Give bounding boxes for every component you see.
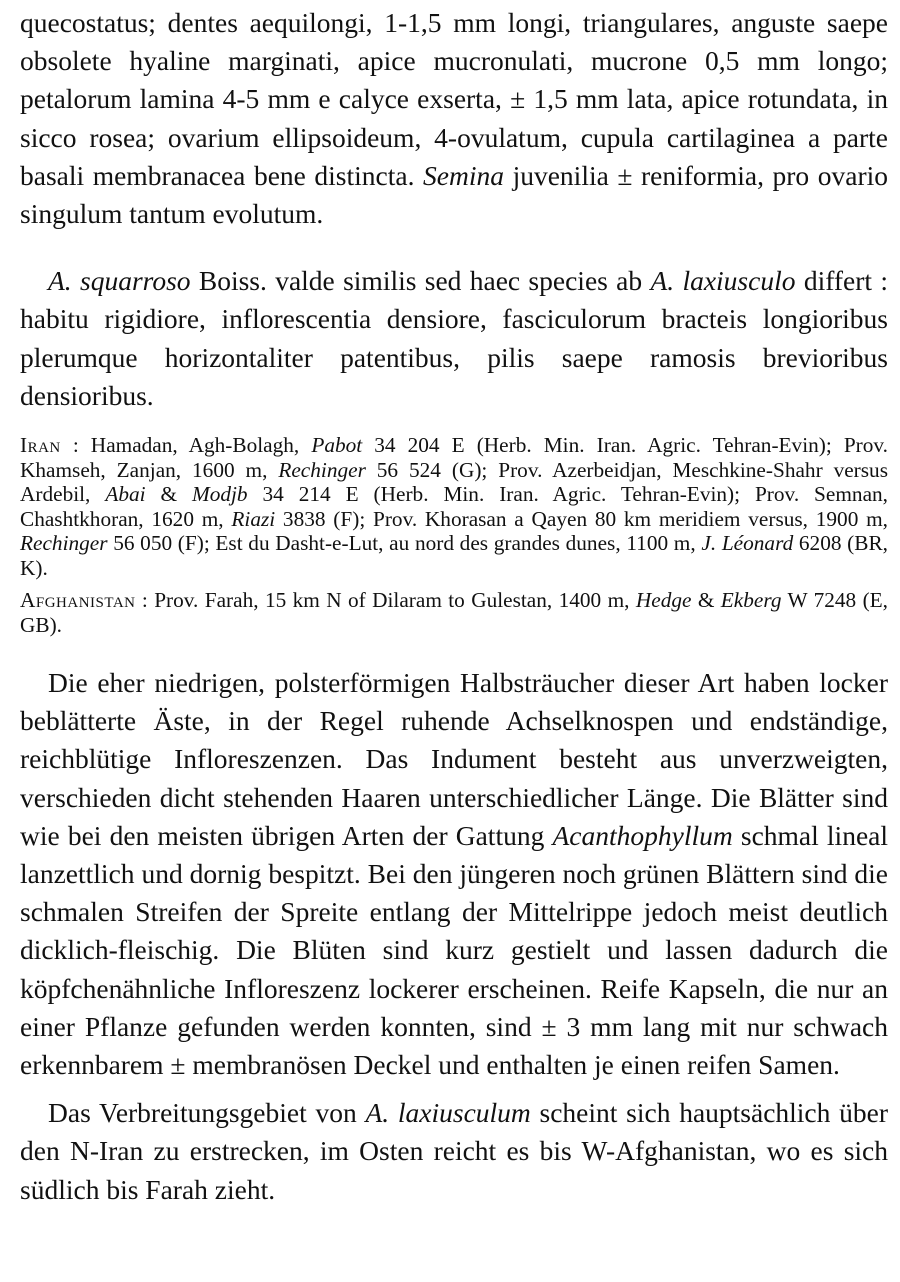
text-run: 34 214 E (Herb. Min. Iran. Agric. Tehran-Evin); Prov. Semnan, Chashtkhoran, 1620 m, — [20, 482, 888, 531]
country-label: Afghanistan — [20, 588, 136, 613]
species-name: A. laxiusculo — [650, 265, 796, 297]
spacer — [20, 1084, 888, 1094]
specimens-iran — [20, 433, 888, 580]
spacer — [20, 233, 888, 262]
text-run: juvenilia ± reniformia, pro ovario singulum tantum evolutum. — [20, 159, 888, 230]
collector-name: Ekberg — [720, 588, 782, 613]
text-run: Die eher niedrigen, polsterförmigen Halbsträucher dieser Art haben locker beblätterte Äste, in der Regel ruhende Achselknospen und endständige, reichblütige Infloreszenzen. Das Indument besteht aus unverzweigten, verschieden dicht stehenden Haaren unterschiedlicher Länge. Die Blätter sind wie bei den meisten übrigen Arten der Gattung — [20, 667, 888, 851]
collector-name: Riazi — [231, 506, 276, 531]
text-run: 6208 (BR, K). — [20, 531, 888, 580]
text-run: W 7248 (E, GB). — [20, 588, 888, 637]
collector-name: Modjb — [191, 482, 248, 507]
species-name: A. squarroso — [48, 265, 191, 297]
term-semina: Semina — [423, 159, 505, 191]
text-run: : Hamadan, Agh-Bolagh, — [60, 433, 312, 458]
collector-name: Abai — [105, 482, 146, 507]
paragraph-german-description — [20, 664, 888, 1084]
text-run: : Prov. Farah, 15 km N of Dilaram to Gulestan, 1400 m, — [135, 588, 636, 613]
text-run: differt : habitu rigidiore, inflorescentia densiore, fasciculorum bracteis longioribus plerumque horizontaliter patentibus, pilis saepe ramosis brevioribus densioribus. — [20, 265, 889, 411]
genus-name: Acanthophyllum — [552, 819, 733, 851]
collector-name: Pabot — [311, 433, 363, 458]
text-run: 3838 (F); Prov. Khorasan a Qayen 80 km meridiem versus, 1900 m, — [275, 506, 888, 531]
collector-name: Rechinger — [20, 531, 108, 556]
text-run: schmal lineal lanzettlich und dornig bespitzt. Bei den jüngeren noch grünen Blättern sind die schmalen Streifen der Spreite entlang der Mittelrippe jedoch meist deutlich dicklich-fleischig. Die Blüten sind kurz gestielt und lassen dadurch die köpfchenähnliche Infloreszenz lockerer erscheinen. Reife Kapseln, die nur an einer Pflanze gefunden werden konnten, sind ± 3 mm lang mit nur schwach erkennbarem ± membranösen Deckel und enthalten je einen reifen Samen. — [20, 819, 888, 1081]
specimens-afghanistan — [20, 588, 888, 637]
text-run: quecostatus; dentes aequilongi, 1-1,5 mm longi, triangulares, anguste saepe obsolete hyaline marginati, apice mucronulati, mucrone 0,5 mm longo; petalorum lamina 4-5 mm e calyce exserta, ± 1,5 mm lata, apice rotundata, in sicco rosea; ovarium ellipsoideum, 4-ovulatum, cupula cartilaginea a parte basali membranacea bene distincta. — [20, 7, 888, 191]
text-run: 56 050 (F); Est du Dasht-e-Lut, au nord des grandes dunes, 1100 m, — [107, 531, 702, 556]
collector-name: J. Léonard — [701, 531, 794, 556]
text-run: 34 204 E (Herb. Min. Iran. Agric. Tehran-Evin); Prov. Khamseh, Zanjan, 1600 m, — [20, 433, 889, 482]
text-run: scheint sich hauptsächlich über den N-Iran zu erstrecken, im Osten reicht es bis W-Afghanistan, wo es sich südlich bis Farah zieht. — [20, 1097, 888, 1205]
collector-name: Hedge — [635, 588, 692, 613]
text-run: Boiss. valde similis sed haec species ab — [190, 265, 651, 297]
species-name: A. laxiusculum — [365, 1097, 531, 1129]
text-run: & — [691, 588, 721, 613]
country-label: Iran — [20, 433, 61, 458]
text-run: 56 524 (G); Prov. Azerbeidjan, Meschkine-Shahr versus Ardebil, — [20, 457, 888, 507]
text-run: & — [145, 482, 192, 507]
paragraph-distribution — [20, 1094, 888, 1209]
spacer — [20, 637, 888, 664]
paragraph-description-end — [20, 4, 888, 233]
paragraph-comparison — [20, 262, 888, 415]
text-run: Das Verbreitungsgebiet von — [48, 1097, 366, 1129]
collector-name: Rechinger — [278, 457, 366, 482]
spacer — [20, 415, 888, 433]
spacer — [20, 580, 888, 588]
